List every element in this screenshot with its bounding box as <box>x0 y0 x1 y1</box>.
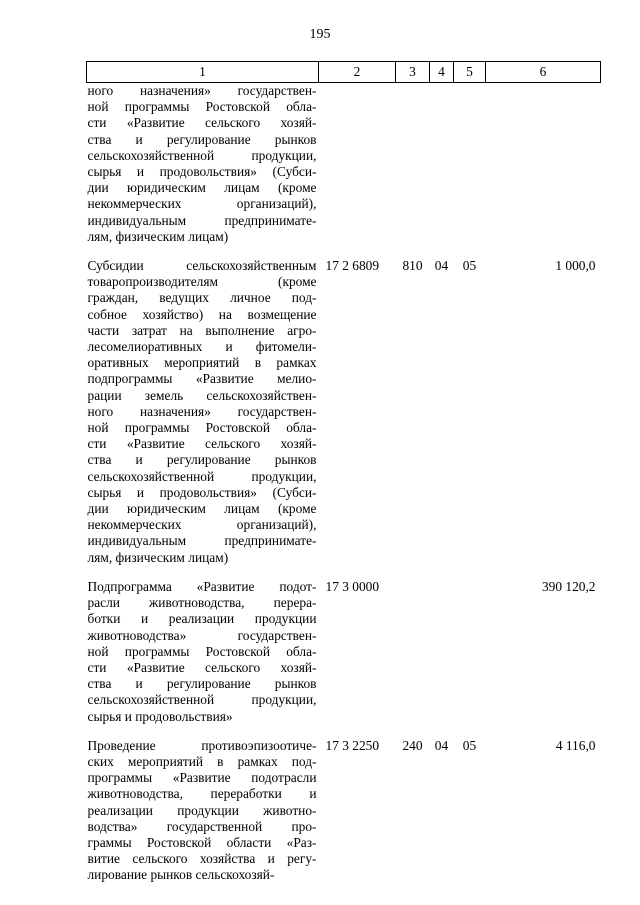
header-col-5: 5 <box>454 62 486 83</box>
header-col-3: 3 <box>396 62 430 83</box>
header-col-1: 1 <box>87 62 319 83</box>
subsection-code <box>454 83 486 259</box>
target-article-code: 17 2 6809 <box>325 258 380 274</box>
description-line: ной программы Ростовской обла- <box>87 643 317 659</box>
amount-value: 390 120,2 <box>541 578 596 594</box>
description-line: сти «Развитие сельского хозяй- <box>87 436 317 452</box>
description-line: водства» государственной про- <box>87 818 317 834</box>
table-row <box>87 738 601 897</box>
description-line: ских мероприятий в рамках под- <box>87 753 317 769</box>
amount-value: 1 000,0 <box>555 258 596 274</box>
description-line: дии юридическим лицам (кроме <box>87 501 317 517</box>
description-line: сырья и продовольствия» (Субси- <box>87 484 317 500</box>
subsection-code <box>454 579 486 738</box>
description-line: Проведение противоэпизоотиче- <box>87 737 317 753</box>
description-line: лирование рынков сельскохозяй- <box>87 867 275 883</box>
subsection-code: 05 <box>462 737 477 753</box>
description-line: товаропроизводителям (кроме <box>87 274 317 290</box>
header-col-2: 2 <box>319 62 396 83</box>
section-code <box>430 579 454 738</box>
target-article-code: 17 3 0000 <box>325 578 380 594</box>
description-line: сельскохозяйственной продукции, <box>87 692 317 708</box>
description-line: граммы Ростовской области «Раз- <box>87 834 317 850</box>
description-line: ной программы Ростовской обла- <box>87 99 317 115</box>
table-body <box>87 83 601 897</box>
description-line: лям, физическим лицам) <box>87 228 229 244</box>
description-line: ной программы Ростовской обла- <box>87 420 317 436</box>
description-line: индивидуальным предпринимате- <box>87 212 317 228</box>
description-line: рации земель сельскохозяйствен- <box>87 387 317 403</box>
expense-type-code <box>396 83 430 259</box>
section-code: 04 <box>434 258 449 274</box>
description-line: сельскохозяйственной продукции, <box>87 147 317 163</box>
table-row <box>87 83 601 259</box>
header-col-4: 4 <box>430 62 454 83</box>
description-line: сти «Развитие сельского хозяй- <box>87 659 317 675</box>
description-line: программы «Развитие подотрасли <box>87 770 317 786</box>
table-row <box>87 579 601 738</box>
target-article-code <box>319 83 396 259</box>
row-description <box>87 258 319 579</box>
header-col-6: 6 <box>486 62 601 83</box>
description-line: сырья и продовольствия» <box>87 708 233 724</box>
description-line: индивидуальным предпринимате- <box>87 533 317 549</box>
table-row <box>87 258 601 579</box>
description-line: витие сельского хозяйства и регу- <box>87 851 317 867</box>
description-line: некоммерческих организаций), <box>87 517 317 533</box>
description-line: Подпрограмма «Развитие подот- <box>87 578 317 594</box>
target-article-code: 17 3 2250 <box>325 737 380 753</box>
budget-table <box>86 61 601 897</box>
description-line: собное хозяйство) на возмещение <box>87 306 317 322</box>
expense-type-code <box>396 579 430 738</box>
row-description <box>87 83 319 259</box>
description-line: реализации продукции животно- <box>87 802 317 818</box>
expense-type-code: 240 <box>402 737 423 753</box>
description-line: граждан, ведущих личное под- <box>87 290 317 306</box>
expense-type-code: 810 <box>402 258 423 274</box>
description-line: сырья и продовольствия» (Субси- <box>87 164 317 180</box>
description-line: животноводства, переработки и <box>87 786 317 802</box>
description-line: сельскохозяйственной продукции, <box>87 468 317 484</box>
amount-value <box>486 83 601 259</box>
description-line: ства и регулирование рынков <box>87 452 317 468</box>
description-line: подпрограммы «Развитие мелио- <box>87 371 317 387</box>
row-description <box>87 579 319 738</box>
section-code <box>430 83 454 259</box>
page-number: 195 <box>309 27 331 42</box>
description-line: дии юридическим лицам (кроме <box>87 180 317 196</box>
section-code: 04 <box>434 737 449 753</box>
description-line: ства и регулирование рынков <box>87 676 317 692</box>
description-line: оративных мероприятий в рамках <box>87 355 317 371</box>
description-line: ного назначения» государствен- <box>87 403 317 419</box>
description-line: животноводства» государствен- <box>87 627 317 643</box>
table-header-row <box>87 62 601 83</box>
description-line: Субсидии сельскохозяйственным <box>87 258 317 274</box>
description-line: расли животноводства, перера- <box>87 595 317 611</box>
description-line: лям, физическим лицам) <box>87 549 229 565</box>
row-description <box>87 738 319 897</box>
description-line: ботки и реализации продукции <box>87 611 317 627</box>
subsection-code: 05 <box>462 258 477 274</box>
description-line: части затрат на выполнение агро- <box>87 322 317 338</box>
description-line: некоммерческих организаций), <box>87 196 317 212</box>
amount-value: 4 116,0 <box>555 737 596 753</box>
description-line: сти «Развитие сельского хозяй- <box>87 115 317 131</box>
description-line: ства и регулирование рынков <box>87 131 317 147</box>
description-line: ного назначения» государствен- <box>87 83 317 98</box>
description-line: лесомелиоративных и фитомели- <box>87 339 317 355</box>
